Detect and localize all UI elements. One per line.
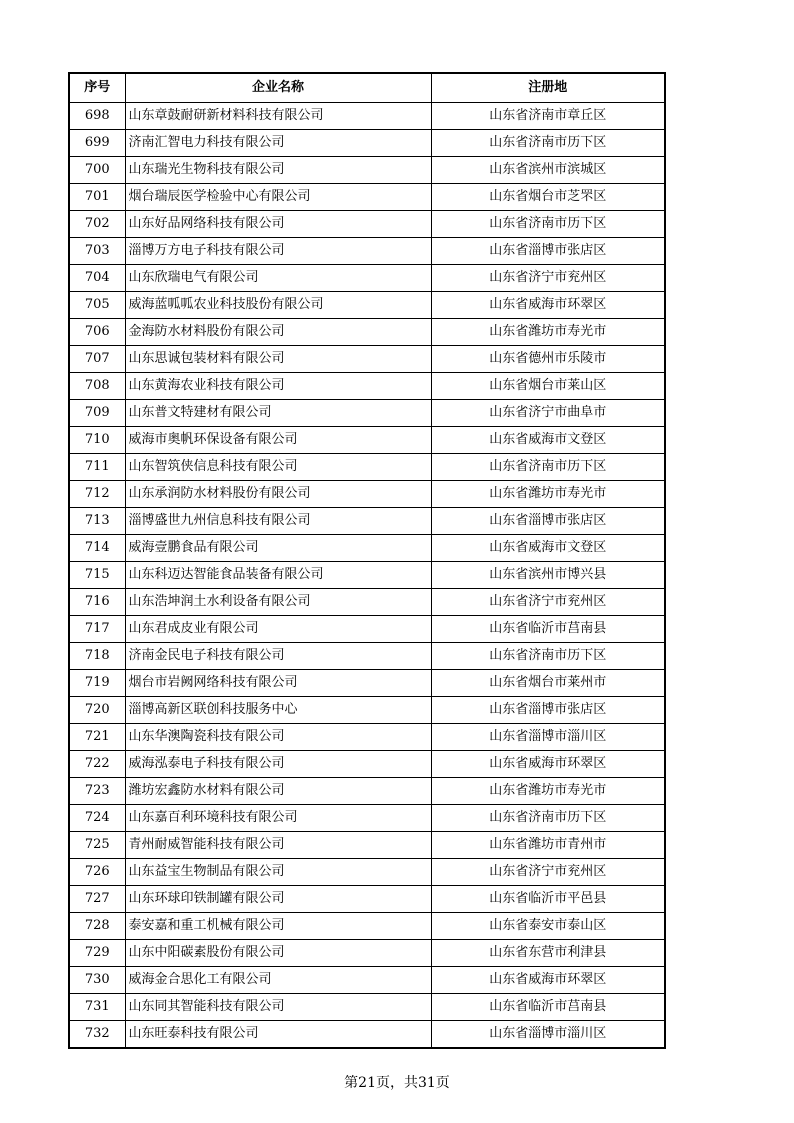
table-row (69, 562, 665, 589)
cell-registered-place: 山东省济宁市兖州区 (431, 265, 665, 292)
table-row (69, 481, 665, 508)
cell-registered-place: 山东省泰安市泰山区 (431, 913, 665, 940)
cell-serial-number: 708 (69, 373, 125, 400)
cell-registered-place: 山东省济宁市曲阜市 (431, 400, 665, 427)
table-row (69, 427, 665, 454)
table-row (69, 832, 665, 859)
cell-serial-number: 728 (69, 913, 125, 940)
table-row (69, 751, 665, 778)
cell-registered-place: 山东省威海市环翠区 (431, 751, 665, 778)
cell-registered-place: 山东省威海市环翠区 (431, 292, 665, 319)
cell-enterprise-name: 威海金合思化工有限公司 (125, 967, 431, 994)
cell-registered-place: 山东省德州市乐陵市 (431, 346, 665, 373)
cell-enterprise-name: 山东智筑侠信息科技有限公司 (125, 454, 431, 481)
cell-serial-number: 730 (69, 967, 125, 994)
cell-enterprise-name: 山东益宝生物制品有限公司 (125, 859, 431, 886)
cell-enterprise-name: 潍坊宏鑫防水材料有限公司 (125, 778, 431, 805)
table-row (69, 643, 665, 670)
cell-serial-number: 721 (69, 724, 125, 751)
cell-serial-number: 718 (69, 643, 125, 670)
cell-registered-place: 山东省临沂市莒南县 (431, 616, 665, 643)
cell-registered-place: 山东省烟台市莱山区 (431, 373, 665, 400)
cell-serial-number: 714 (69, 535, 125, 562)
cell-enterprise-name: 山东环球印铁制罐有限公司 (125, 886, 431, 913)
cell-enterprise-name: 威海壹鹏食品有限公司 (125, 535, 431, 562)
cell-enterprise-name: 淄博盛世九州信息科技有限公司 (125, 508, 431, 535)
cell-enterprise-name: 山东好品网络科技有限公司 (125, 211, 431, 238)
cell-enterprise-name: 山东章鼓耐研新材料科技有限公司 (125, 103, 431, 130)
cell-enterprise-name: 山东旺泰科技有限公司 (125, 1021, 431, 1049)
cell-enterprise-name: 山东浩坤润土水利设备有限公司 (125, 589, 431, 616)
cell-enterprise-name: 山东嘉百利环境科技有限公司 (125, 805, 431, 832)
cell-registered-place: 山东省济宁市兖州区 (431, 859, 665, 886)
cell-enterprise-name: 济南金民电子科技有限公司 (125, 643, 431, 670)
table-row (69, 373, 665, 400)
cell-enterprise-name: 威海市奥帆环保设备有限公司 (125, 427, 431, 454)
table-row (69, 265, 665, 292)
cell-registered-place: 山东省济宁市兖州区 (431, 589, 665, 616)
cell-serial-number: 727 (69, 886, 125, 913)
table-row (69, 589, 665, 616)
cell-serial-number: 729 (69, 940, 125, 967)
cell-enterprise-name: 青州耐威智能科技有限公司 (125, 832, 431, 859)
cell-registered-place: 山东省济南市历下区 (431, 805, 665, 832)
cell-enterprise-name: 山东欣瑞电气有限公司 (125, 265, 431, 292)
table-row (69, 238, 665, 265)
cell-serial-number: 712 (69, 481, 125, 508)
cell-serial-number: 716 (69, 589, 125, 616)
cell-serial-number: 731 (69, 994, 125, 1021)
table-row (69, 994, 665, 1021)
cell-registered-place: 山东省济南市历下区 (431, 454, 665, 481)
cell-registered-place: 山东省潍坊市寿光市 (431, 778, 665, 805)
cell-enterprise-name: 山东思诚包装材料有限公司 (125, 346, 431, 373)
cell-serial-number: 701 (69, 184, 125, 211)
header-enterprise-name: 企业名称 (125, 73, 431, 103)
cell-serial-number: 710 (69, 427, 125, 454)
cell-serial-number: 713 (69, 508, 125, 535)
cell-registered-place: 山东省滨州市博兴县 (431, 562, 665, 589)
cell-registered-place: 山东省济南市历下区 (431, 211, 665, 238)
table-row (69, 130, 665, 157)
cell-registered-place: 山东省淄博市张店区 (431, 508, 665, 535)
cell-serial-number: 711 (69, 454, 125, 481)
cell-registered-place: 山东省东营市利津县 (431, 940, 665, 967)
cell-enterprise-name: 威海泓泰电子科技有限公司 (125, 751, 431, 778)
enterprise-table (68, 72, 666, 1049)
cell-serial-number: 726 (69, 859, 125, 886)
table-row (69, 103, 665, 130)
cell-registered-place: 山东省威海市文登区 (431, 535, 665, 562)
cell-registered-place: 山东省济南市章丘区 (431, 103, 665, 130)
table-row (69, 616, 665, 643)
cell-registered-place: 山东省潍坊市寿光市 (431, 319, 665, 346)
table-row (69, 184, 665, 211)
table-row (69, 454, 665, 481)
cell-serial-number: 717 (69, 616, 125, 643)
cell-serial-number: 719 (69, 670, 125, 697)
cell-serial-number: 702 (69, 211, 125, 238)
cell-serial-number: 709 (69, 400, 125, 427)
table-row (69, 778, 665, 805)
cell-enterprise-name: 山东君成皮业有限公司 (125, 616, 431, 643)
cell-registered-place: 山东省烟台市莱州市 (431, 670, 665, 697)
cell-registered-place: 山东省淄博市张店区 (431, 238, 665, 265)
cell-registered-place: 山东省威海市文登区 (431, 427, 665, 454)
cell-enterprise-name: 济南汇智电力科技有限公司 (125, 130, 431, 157)
cell-registered-place: 山东省淄博市淄川区 (431, 724, 665, 751)
table-body (69, 103, 665, 1049)
table-row (69, 508, 665, 535)
cell-registered-place: 山东省烟台市芝罘区 (431, 184, 665, 211)
cell-enterprise-name: 山东普文特建材有限公司 (125, 400, 431, 427)
cell-serial-number: 698 (69, 103, 125, 130)
table-row (69, 697, 665, 724)
cell-serial-number: 703 (69, 238, 125, 265)
cell-registered-place: 山东省淄博市淄川区 (489, 1026, 607, 1041)
cell-enterprise-name: 山东瑞光生物科技有限公司 (125, 157, 431, 184)
cell-enterprise-name: 山东科迈达智能食品装备有限公司 (125, 562, 431, 589)
cell-registered-place: 山东省临沂市莒南县 (431, 994, 665, 1021)
cell-enterprise-name: 威海蓝呱呱农业科技股份有限公司 (125, 292, 431, 319)
table-row (69, 400, 665, 427)
cell-enterprise-name: 金海防水材料股份有限公司 (125, 319, 431, 346)
table-row (69, 1021, 665, 1049)
cell-enterprise-name: 山东同其智能科技有限公司 (125, 994, 431, 1021)
cell-serial-number: 706 (69, 319, 125, 346)
cell-enterprise-name: 山东承润防水材料股份有限公司 (125, 481, 431, 508)
table-row (69, 859, 665, 886)
cell-enterprise-name: 山东华澳陶瓷科技有限公司 (125, 724, 431, 751)
cell-registered-place: 山东省济南市历下区 (431, 130, 665, 157)
cell-enterprise-name: 淄博万方电子科技有限公司 (125, 238, 431, 265)
table-row (69, 886, 665, 913)
header-registered-place: 注册地 (431, 73, 665, 103)
table-row (69, 940, 665, 967)
cell-registered-place: 山东省潍坊市寿光市 (431, 481, 665, 508)
table-row (69, 913, 665, 940)
table-row (69, 346, 665, 373)
cell-registered-place: 山东省滨州市滨城区 (431, 157, 665, 184)
cell-registered-place: 山东省威海市环翠区 (431, 967, 665, 994)
page-number-footer: 第21页，共31页 (344, 1075, 450, 1091)
table-row (69, 319, 665, 346)
cell-serial-number: 704 (69, 265, 125, 292)
table-row (69, 670, 665, 697)
table-row (69, 292, 665, 319)
table-row (69, 967, 665, 994)
cell-enterprise-name: 烟台市岩阙网络科技有限公司 (125, 670, 431, 697)
table-row (69, 211, 665, 238)
cell-serial-number: 705 (69, 292, 125, 319)
table-row (69, 724, 665, 751)
cell-serial-number: 722 (69, 751, 125, 778)
table-row (69, 535, 665, 562)
cell-enterprise-name: 泰安嘉和重工机械有限公司 (125, 913, 431, 940)
cell-enterprise-name: 烟台瑞辰医学检验中心有限公司 (125, 184, 431, 211)
cell-registered-place: 山东省临沂市平邑县 (431, 886, 665, 913)
cell-registered-place: 山东省济南市历下区 (431, 643, 665, 670)
cell-serial-number: 699 (69, 130, 125, 157)
cell-serial-number: 700 (69, 157, 125, 184)
cell-serial-number: 707 (69, 346, 125, 373)
cell-serial-number: 724 (69, 805, 125, 832)
header-serial-number: 序号 (69, 73, 125, 103)
table-row (69, 157, 665, 184)
cell-enterprise-name: 山东中阳碳素股份有限公司 (125, 940, 431, 967)
cell-registered-place: 山东省潍坊市青州市 (431, 832, 665, 859)
table-header-row (69, 73, 665, 103)
cell-serial-number: 723 (69, 778, 125, 805)
cell-serial-number: 725 (69, 832, 125, 859)
cell-registered-place: 山东省淄博市张店区 (431, 697, 665, 724)
cell-enterprise-name: 淄博高新区联创科技服务中心 (125, 697, 431, 724)
cell-serial-number: 720 (69, 697, 125, 724)
table-row (69, 805, 665, 832)
cell-enterprise-name: 山东黄海农业科技有限公司 (125, 373, 431, 400)
cell-serial-number: 715 (69, 562, 125, 589)
cell-serial-number: 732 (69, 1021, 125, 1049)
